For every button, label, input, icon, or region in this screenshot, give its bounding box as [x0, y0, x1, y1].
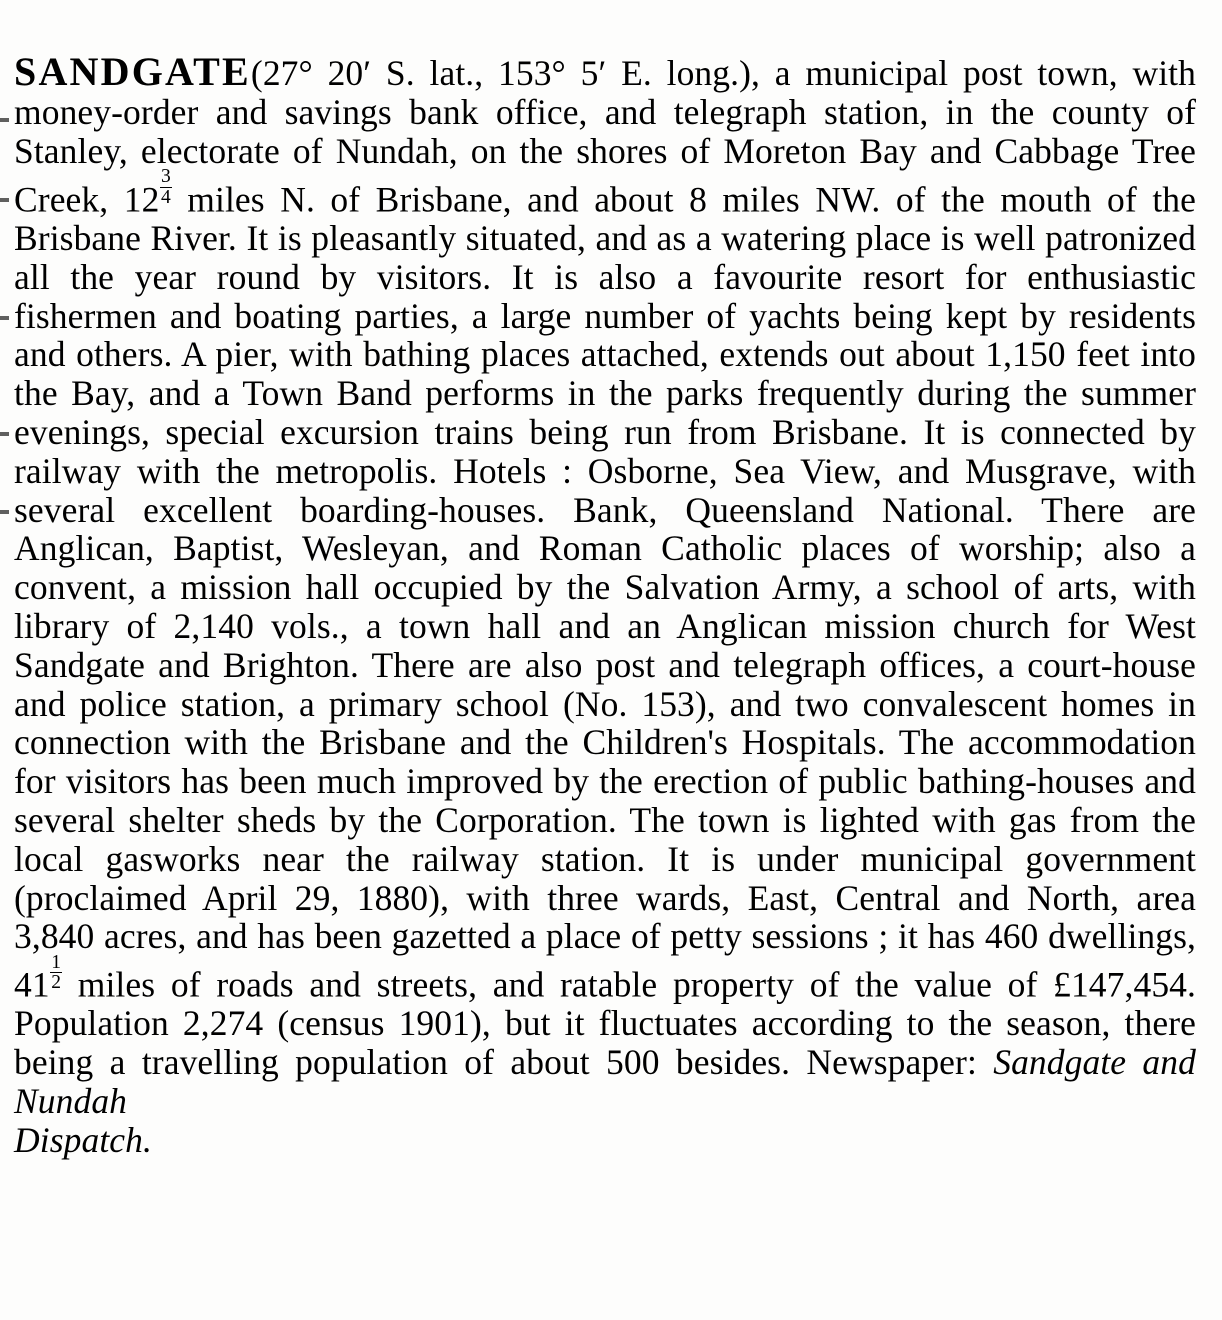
fraction-denominator: 2 — [51, 972, 62, 994]
fraction-numerator: 3 — [160, 166, 171, 188]
fraction-one-half — [50, 953, 62, 993]
entry-text-part-2: miles N. of Brisbane, and about 8 miles NW. of the mouth of the Brisbane River. It is pleasantly situated, and as a watering place is well patronized all the year round by visitors. It is also a favourite resort for enthusiastic fishermen and boating parties, a large number of yachts being kept by residents and others. A pier, with bathing places attached, extends out about 1,150 feet into the Bay, and a Town Band performs in the parks frequently during the summer evenings, special excursion trains being run from Brisbane. It is connected by railway with the metropolis. Hotels : Osborne, Sea View, and Musgrave, with several excellent boarding-houses. Bank, Queensland National. There are Anglican, Baptist, Wesleyan, and Roman Catholic places of worship; also a convent, a mission hall occupied by the Salvation Army, a school of arts, with library of 2,140 vols., a town hall and an Anglican mission church for West Sandgate and Brighton. There are also post and telegraph offices, a court-house and police station, a primary school (No. 153), and two convalescent homes in connection with the Brisbane and the Children's Hospitals. The accommodation for visitors has been much improved by the erection of public bathing-houses and several shelter sheds by the Corporation. The town is lighted with gas from the local gasworks near the railway station. It is under municipal government (proclaimed April 29, 1880), with three wards, East, Central and North, area 3,840 acres, and has been gazetted a place of petty sessions ; it has 460 dwellings, 41 — [14, 179, 1196, 1005]
scan-artifact — [0, 198, 9, 202]
fraction-three-quarters — [160, 167, 172, 207]
scan-artifact — [0, 316, 9, 320]
newspaper-title: Sandgate and Nundah — [14, 1042, 1196, 1121]
fraction-denominator: 4 — [160, 186, 171, 208]
scan-artifact — [0, 118, 9, 122]
gazetteer-entry-paragraph — [14, 50, 1196, 1160]
entry-text-part-1: (27° 20′ S. lat., 153° 5′ E. long.), a municipal post town, with money-order and savings bank office, and telegraph station, in the county of Stanley, electorate of Nundah, on the shores of Moreton Bay and Cabbage Tree Creek, 12 — [14, 52, 1196, 220]
entry-text-part-3: miles of roads and streets, and ratable property of the value of £147,454. Population 2,274 (census 1901), but it fluctuates according to the season, there being a travelling population of about 500 besides. Newspaper: — [14, 964, 1196, 1083]
scan-artifact — [0, 432, 9, 436]
newspaper-title-continued: Dispatch. — [14, 1119, 152, 1160]
scan-artifact — [0, 510, 9, 514]
fraction-numerator: 1 — [51, 951, 62, 973]
entry-headword: SANDGATE — [14, 48, 251, 94]
